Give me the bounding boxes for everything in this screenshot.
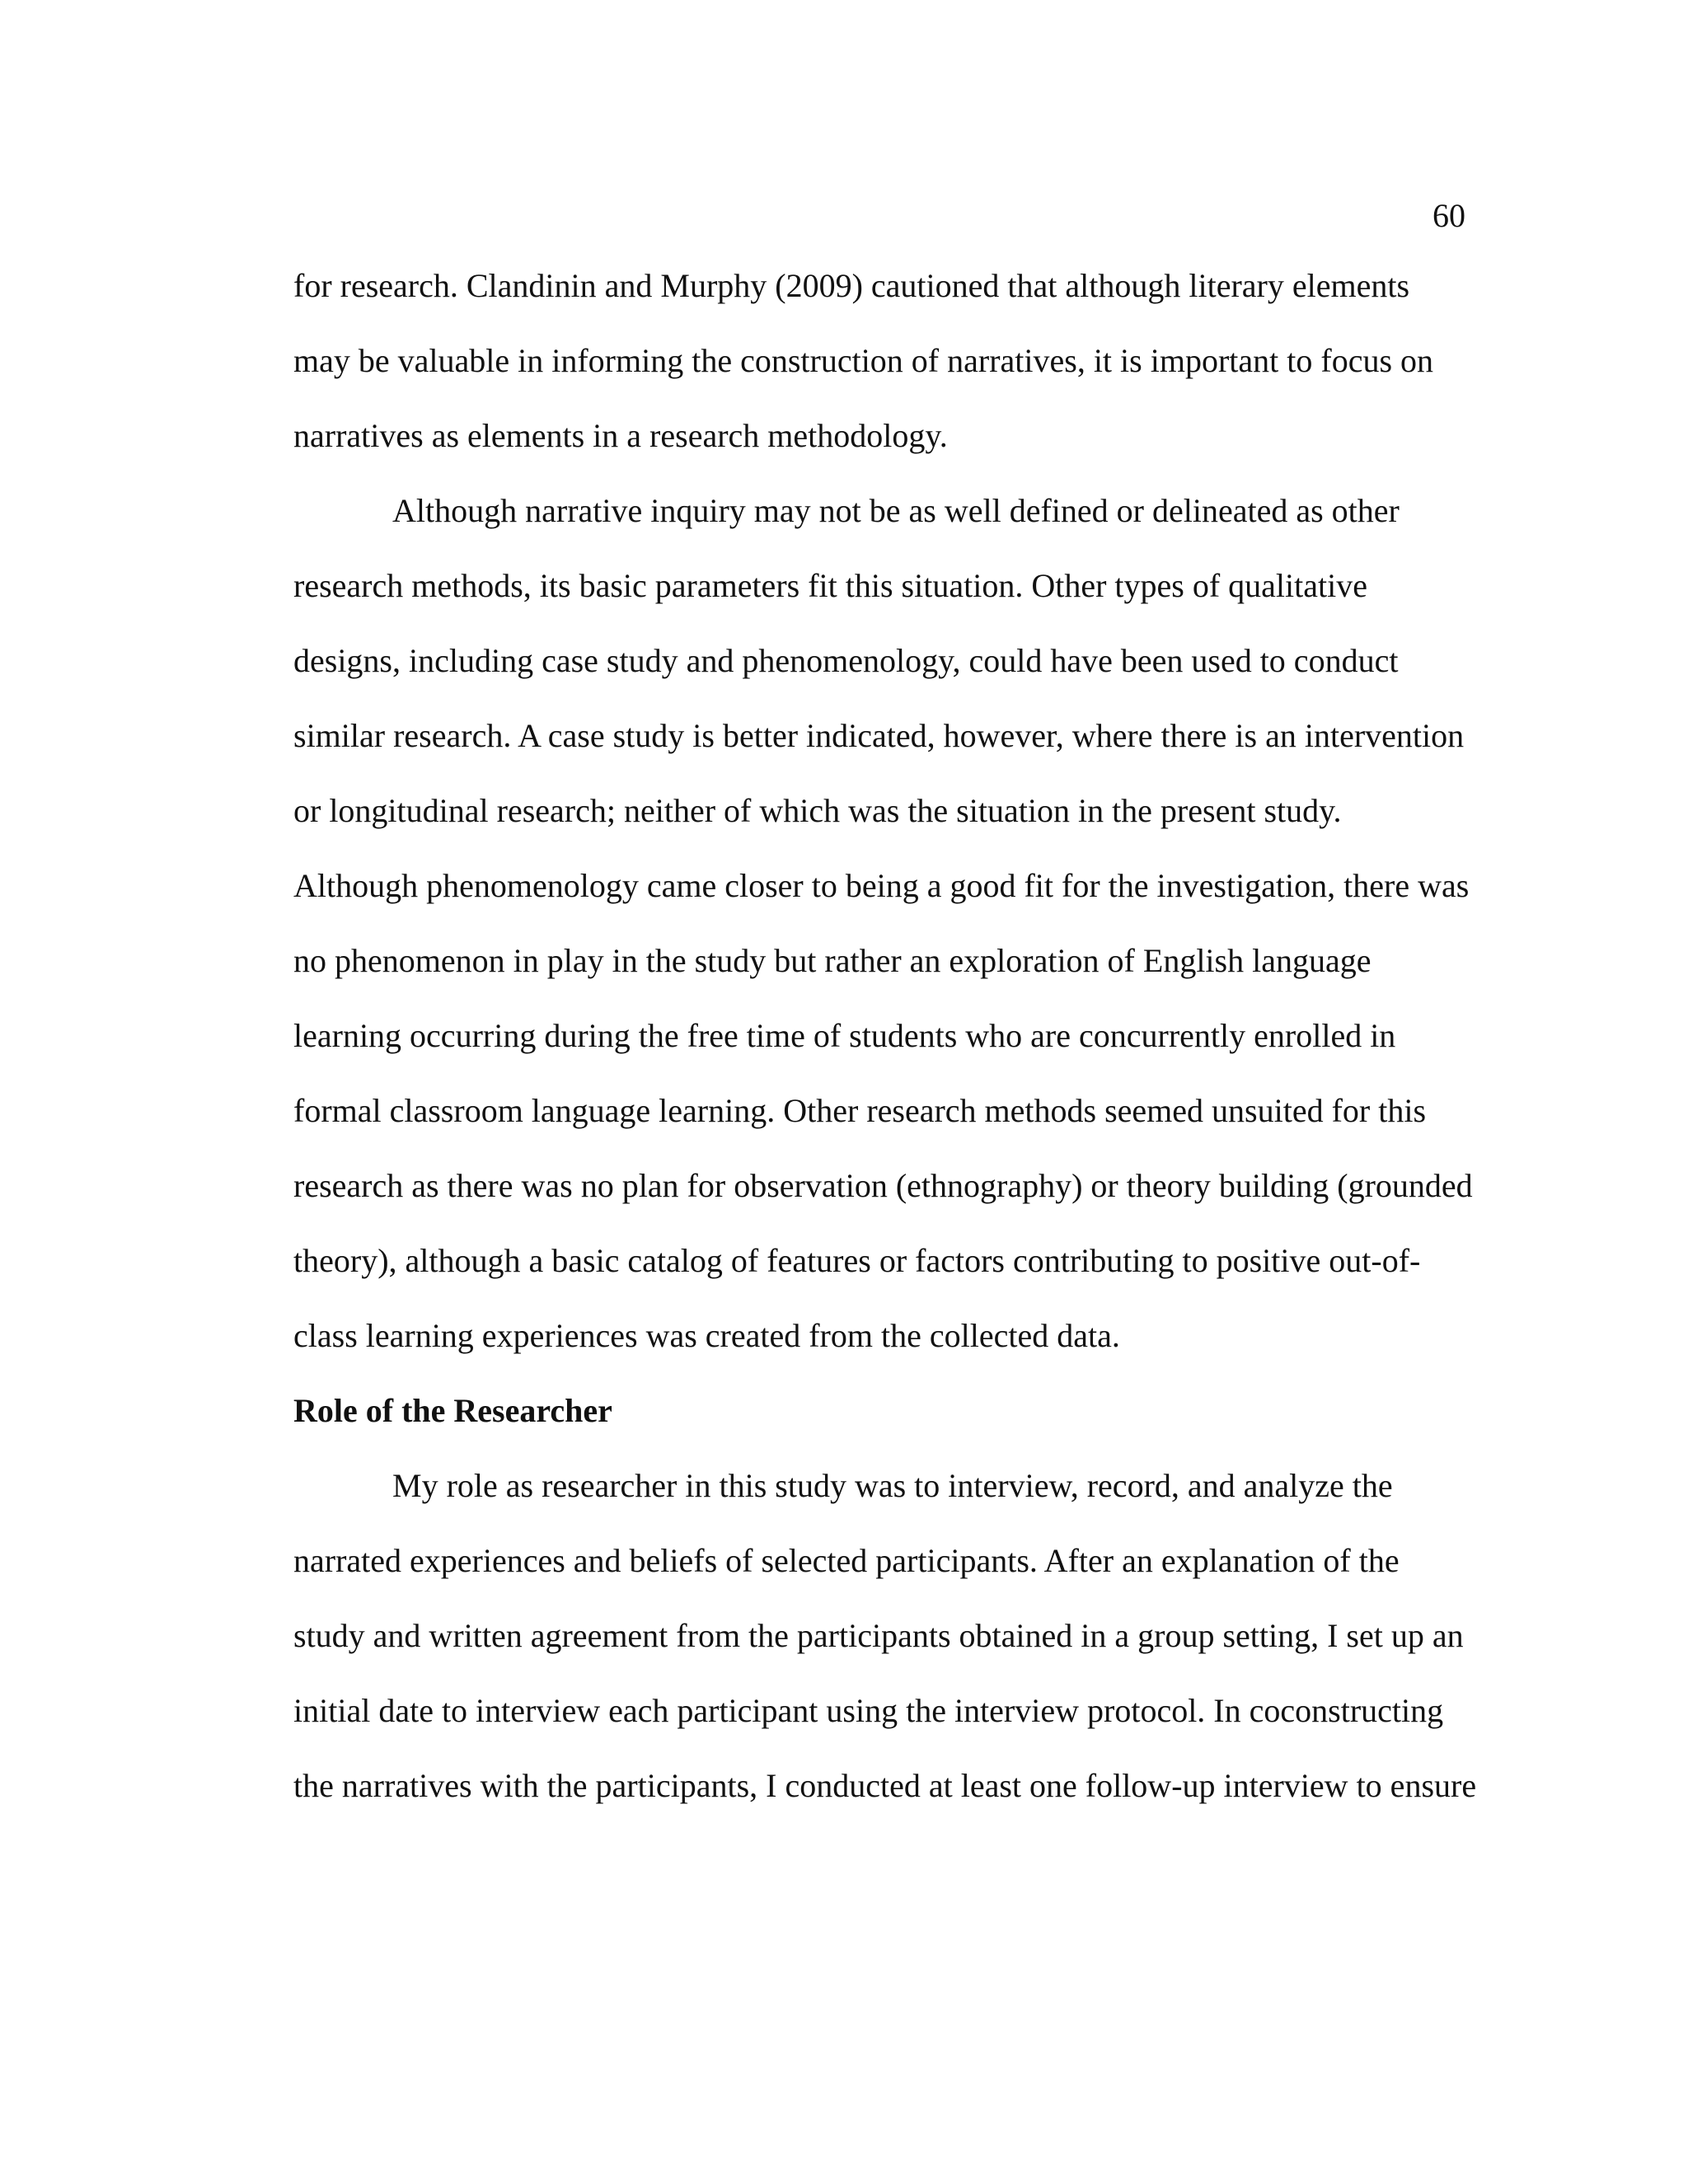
text-line: for research. Clandinin and Murphy (2009) cautioned that although literary elements bbox=[293, 267, 1410, 304]
page-number: 60 bbox=[1432, 197, 1465, 234]
text-line: similar research. A case study is better indicated, however, where there is an intervention bbox=[293, 717, 1465, 754]
text-line: initial date to interview each participant using the interview protocol. In coconstructing bbox=[293, 1692, 1444, 1729]
section-heading: Role of the Researcher bbox=[293, 1392, 612, 1429]
text-line: designs, including case study and phenomenology, could have been used to conduct bbox=[293, 642, 1399, 679]
text-line: Although phenomenology came closer to being a good fit for the investigation, there was bbox=[293, 867, 1470, 904]
text-line: may be valuable in informing the construction of narratives, it is important to focus on bbox=[293, 342, 1434, 379]
text-line: the narratives with the participants, I conducted at least one follow-up interview to ensure bbox=[293, 1767, 1477, 1804]
body-text bbox=[293, 248, 1477, 1823]
text-line: study and written agreement from the participants obtained in a group setting, I set up an bbox=[293, 1617, 1464, 1654]
paragraph-first-line: Although narrative inquiry may not be as well defined or delineated as other bbox=[392, 492, 1400, 529]
text-line: research methods, its basic parameters fit this situation. Other types of qualitative bbox=[293, 567, 1367, 604]
text-line: narrated experiences and beliefs of selected participants. After an explanation of the bbox=[293, 1542, 1400, 1579]
text-line: no phenomenon in play in the study but rather an exploration of English language bbox=[293, 942, 1372, 979]
text-line: theory), although a basic catalog of features or factors contributing to positive out-of- bbox=[293, 1242, 1421, 1279]
text-line: narratives as elements in a research methodology. bbox=[293, 417, 948, 454]
text-line: or longitudinal research; neither of which was the situation in the present study. bbox=[293, 792, 1342, 829]
text-line: learning occurring during the free time of students who are concurrently enrolled in bbox=[293, 1017, 1396, 1054]
text-line: class learning experiences was created from the collected data. bbox=[293, 1317, 1120, 1354]
text-line: research as there was no plan for observation (ethnography) or theory building (grounded bbox=[293, 1167, 1473, 1204]
paragraph-first-line: My role as researcher in this study was to interview, record, and analyze the bbox=[392, 1467, 1393, 1504]
text-line: formal classroom language learning. Other research methods seemed unsuited for this bbox=[293, 1092, 1427, 1129]
